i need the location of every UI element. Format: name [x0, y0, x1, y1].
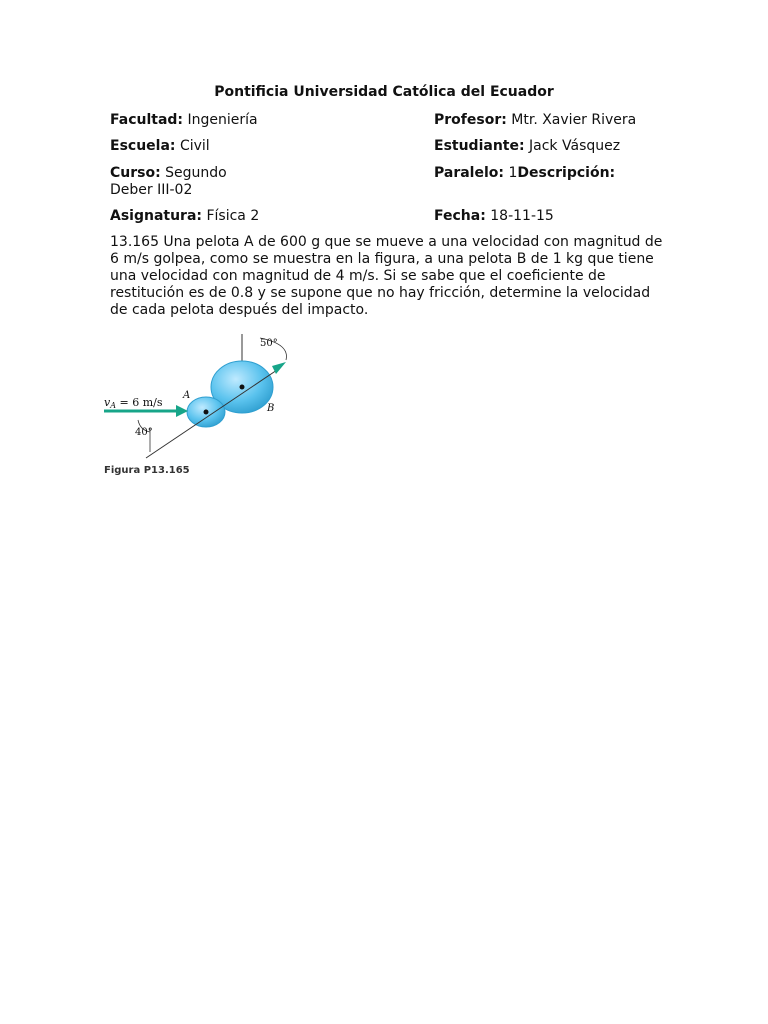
figure-caption: Figura P13.165	[104, 465, 190, 476]
asignatura-label: Asignatura:	[110, 208, 203, 224]
asignatura-value: Física 2	[206, 208, 260, 224]
facultad-field	[110, 112, 258, 129]
velocity-a-arrowhead	[176, 405, 188, 417]
curso-extra: Deber III-02	[110, 182, 193, 198]
center-b	[240, 385, 245, 390]
ball-a-label: A	[183, 390, 191, 401]
angle-label-top: 50°	[260, 338, 278, 349]
asignatura-field	[110, 208, 259, 225]
ball-b-label: B	[267, 403, 275, 414]
fecha-value: 18-11-15	[490, 208, 554, 224]
escuela-field	[110, 138, 210, 155]
velocity-a-label: vA = 6 m/s	[104, 396, 163, 410]
angle-label-bottom: 40°	[135, 427, 153, 438]
escuela-value: Civil	[179, 138, 210, 154]
facultad-label: Facultad:	[110, 112, 184, 128]
page-title: Pontificia Universidad Católica del Ecuador	[214, 84, 554, 100]
profesor-field	[434, 112, 636, 129]
facultad-value: Ingeniería	[187, 112, 258, 128]
escuela-label: Escuela:	[110, 138, 176, 154]
descripcion-label: Descripción:	[517, 165, 616, 181]
problem-statement: 13.165 Una pelota A de 600 g que se mueve a una velocidad con magnitud de 6 m/s golpea, como se muestra en la figura, a una pelota B de 1 kg que tiene una velocidad con magnitud de 4 m/s. Si se sabe que el coeficiente de restitución es de 0.8 y se supone que no hay fricción, determine la velocidad de cada pelota después del impacto.	[110, 234, 663, 318]
profesor-label: Profesor:	[434, 112, 507, 128]
paralelo-field	[434, 165, 615, 182]
profesor-value: Mtr. Xavier Rivera	[511, 112, 637, 128]
curso-value: Segundo	[165, 165, 227, 181]
estudiante-field	[434, 138, 620, 155]
fecha-label: Fecha:	[434, 208, 486, 224]
center-a	[204, 410, 209, 415]
curso-field	[110, 165, 227, 199]
paralelo-label: Paralelo:	[434, 165, 504, 181]
collision-diagram	[100, 330, 310, 476]
paralelo-value: 1	[508, 165, 518, 181]
collision-figure	[100, 330, 310, 476]
curso-label: Curso:	[110, 165, 161, 181]
estudiante-label: Estudiante:	[434, 138, 525, 154]
fecha-field	[434, 208, 554, 225]
estudiante-value: Jack Vásquez	[529, 138, 621, 154]
